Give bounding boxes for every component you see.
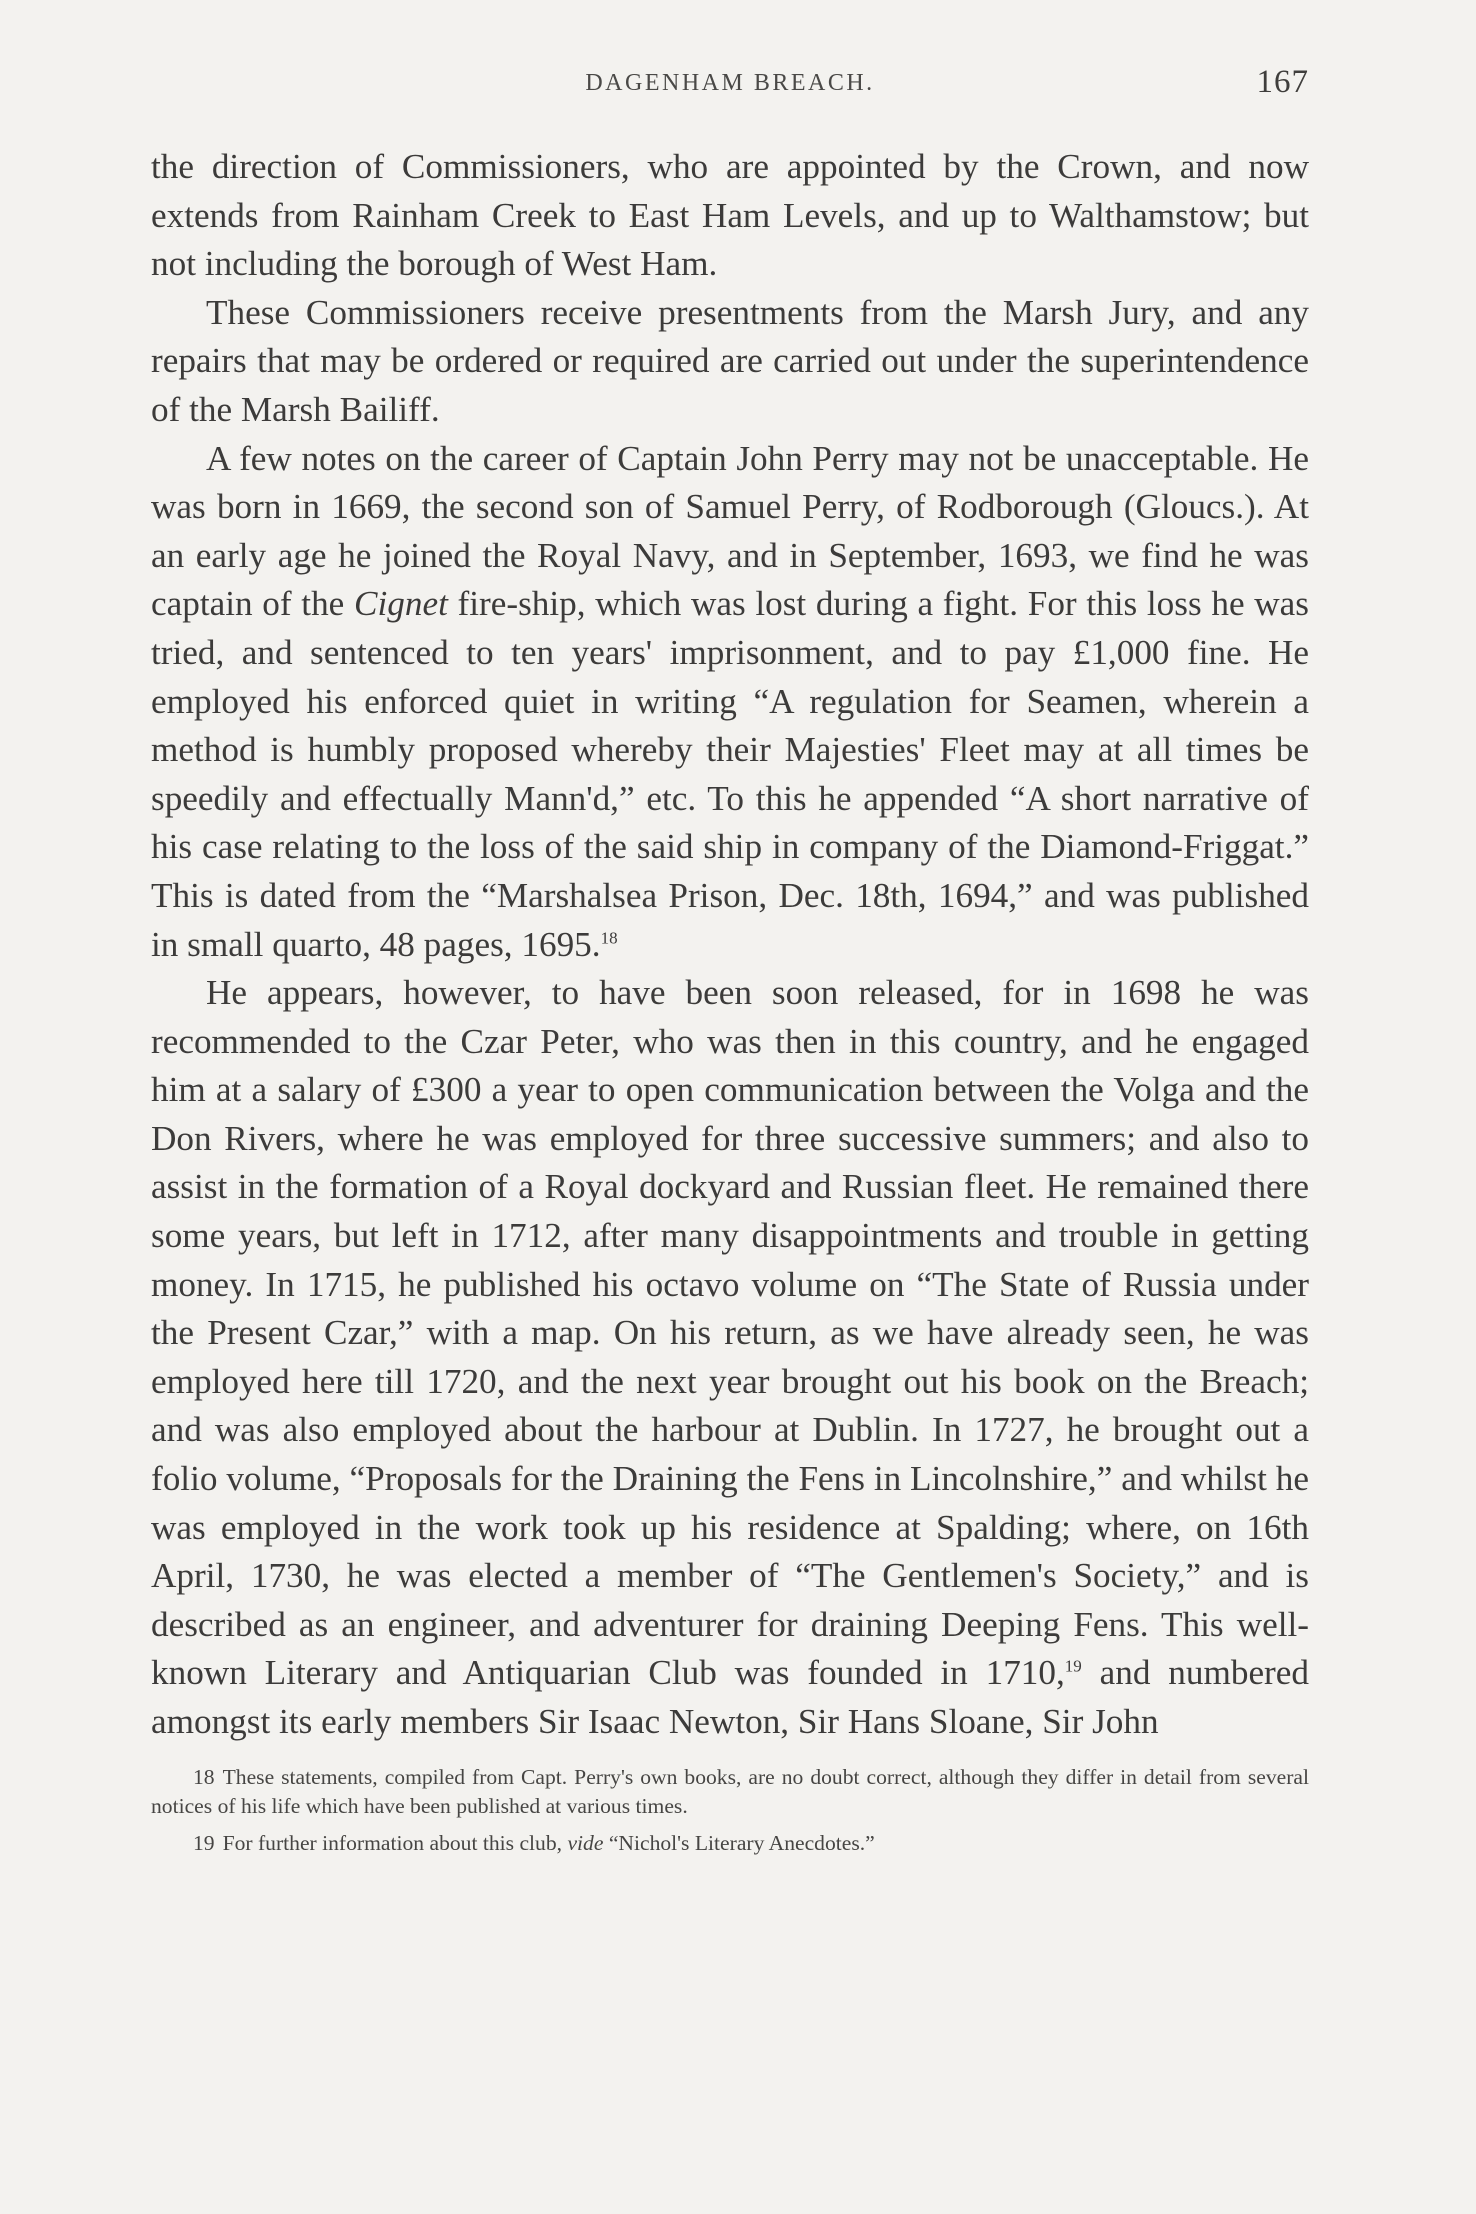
footnote-ref-18[interactable]: 18 [600, 927, 618, 947]
footnotes [151, 1763, 1309, 1858]
ship-name: Cignet [354, 584, 448, 624]
paragraph-captain-perry [151, 435, 1309, 970]
footnote-19 [151, 1829, 1309, 1858]
footnote-number: 18 [193, 1764, 215, 1789]
footnote-number: 19 [193, 1830, 215, 1855]
footnote-vide: vide [567, 1830, 604, 1855]
footnote-text: “Nichol's Literary Anecdotes.” [608, 1830, 875, 1855]
paragraph-text: He appears, however, to have been soon released, for in 1698 he was recommended to the Czar Peter, who was then in this country, and he engaged him at a salary of £300 a year to open communication between the Volga and the Don Rivers, where he was employed for three successive summers; and also to assist in the formation of a Royal dockyard and Russian fleet. He remained there some years, but left in 1712, after many disappointments and trouble in getting money. In 1715, he published his octavo volume on “The State of Russia under the Present Czar,” with a map. On his return, as we have already seen, he was employed here till 1720, and the next year brought out his book on the Breach; and was also employed about the harbour at Dublin. In 1727, he brought out a folio volume, “Proposals for the Draining the Fens in Lincolnshire,” and whilst he was employed in the work took up his residence at Spalding; where, on 16th April, 1730, he was elected a member of “The Gentlemen's Society,” and is described as an engineer, and adventurer for draining Deeping Fens. This well-known Literary and Antiquarian Club was founded in 1710, [151, 973, 1309, 1693]
footnote-text: For further information about this club, [222, 1830, 563, 1855]
running-head [151, 60, 1309, 120]
running-title: DAGENHAM BREACH. [585, 70, 875, 96]
paragraph-text: and numbered amongst its early members Sir Isaac Newton, Sir Hans Sloane, Sir John [151, 1653, 1309, 1741]
paragraph-text: A few notes on the career of Captain John Perry may not be unacceptable. He was born in 1669, the second son of Samuel Perry, of Rodborough (Gloucs.). At an early age he joined the Royal Navy, and in September, 1693, we find he was captain of the [151, 438, 1309, 624]
footnote-18 [151, 1763, 1309, 1821]
paragraph-marsh-jury: These Commissioners receive presentments from the Marsh Jury, and any repairs that may be ordered or required are carried out under the superintendence of the Marsh Bailiff. [151, 292, 1309, 429]
paragraph-commissioners-direction: the direction of Commissioners, who are appointed by the Crown, and now extends from Rainham Creek to East Ham Levels, and up to Walthamstow; but not including the borough of West Ham. [151, 147, 1309, 284]
paragraph-text: fire-ship, which was lost during a fight. For this loss he was tried, and sentenced to ten years' imprisonment, and to pay £1,000 fine. He employed his enforced quiet in writing “A regulation for Seamen, wherein a method is humbly proposed whereby their Majesties' Fleet may at all times be speedily and effectually Mann'd,” etc. To this he appended “A short narrative of his case relating to the loss of the said ship in company of the Diamond-Friggat.” This is dated from the “Marshalsea Prison, Dec. 18th, 1694,” and was published in small quarto, 48 pages, 1695. [151, 584, 1309, 964]
footnote-ref-19[interactable]: 19 [1064, 1656, 1082, 1676]
book-page [151, 60, 1309, 1858]
page-number: 167 [1256, 64, 1309, 100]
body-text [151, 143, 1309, 1747]
paragraph-czar-peter [151, 969, 1309, 1747]
footnote-text: These statements, compiled from Capt. Perry's own books, are no doubt correct, although they differ in detail from several notices of his life which have been published at various times. [151, 1764, 1309, 1818]
